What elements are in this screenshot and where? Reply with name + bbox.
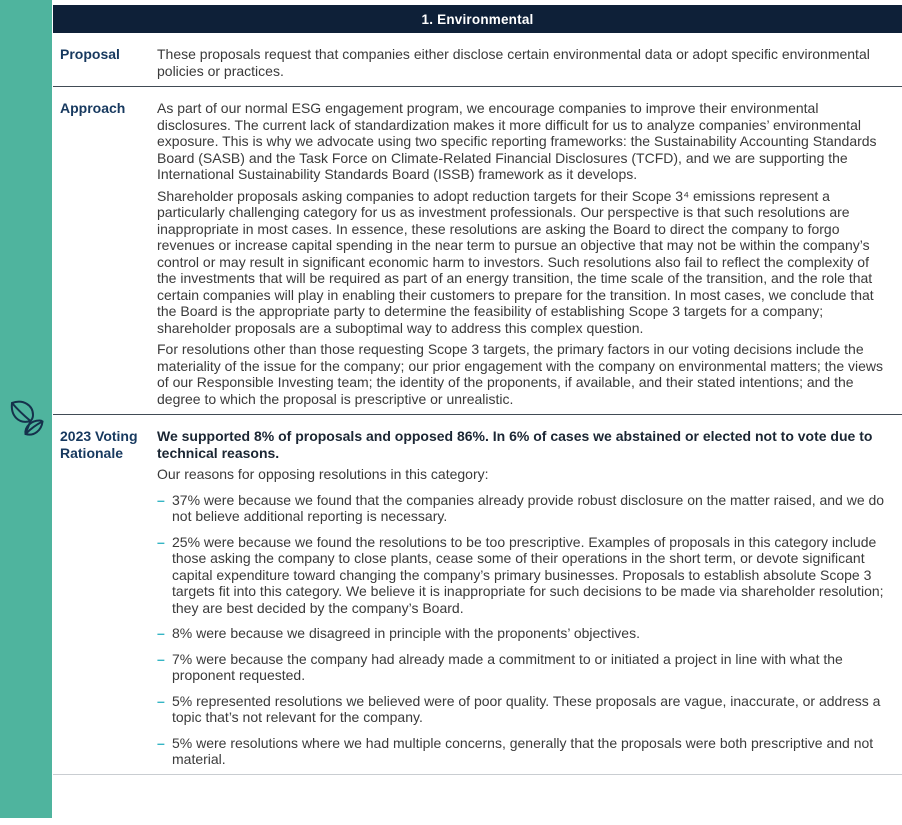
voting-summary-text: We supported 8% of proposals and opposed 86%. In 6% of cases we abstained or elected not to vote due to technical reasons.: [157, 428, 873, 461]
list-item: [157, 651, 892, 684]
list-item-text: 5% represented resolutions we believed were of poor quality. These proposals are vague, inaccurate, or address a topic that’s not relevant for the company.: [172, 692, 881, 725]
paragraph: For resolutions other than those requesting Scope 3 targets, the primary factors in our voting decisions include the materiality of the issue for the company; our prior engagement with the company on environmental matters; the views of our Responsible Investing team; the identity of the proponents, if available, and their stated intentions; and the degree to which the proposal is prescriptive or unrealistic.: [157, 341, 884, 407]
bullet-dash-icon: –: [157, 734, 165, 751]
reasons-list: [157, 492, 892, 768]
list-item: [157, 492, 892, 525]
table-row-voting-rationale: [53, 415, 902, 775]
paragraph: As part of our normal ESG engagement program, we encourage companies to improve their environmental disclosures. The current lack of standardization makes it more difficult for us to analyze companies’ environmental exposure. This is why we advocate using two specific reporting frameworks: the Sustainability Accounting Standards Board (SASB) and the Task Force on Climate-Related Financial Disclosures (TCFD), and we are supporting the International Sustainability Standards Board (ISSB) framework as it develops.: [157, 100, 877, 182]
row-body-approach: [157, 100, 892, 407]
table-header-title: 1. Environmental: [421, 11, 534, 27]
document-table: [53, 0, 902, 775]
table-header: [53, 5, 902, 33]
table-row-proposal: [53, 33, 902, 87]
leaf-icon: [4, 396, 48, 444]
list-item-text: 8% were because we disagreed in principle with the proponents’ objectives.: [172, 625, 640, 641]
bullet-dash-icon: –: [157, 533, 165, 550]
list-item-text: 5% were resolutions where we had multiple concerns, generally that the proposals were both prescriptive and not material.: [172, 734, 874, 767]
list-item-text: 37% were because we found that the companies already provide robust disclosure on the matter raised, and we do not believe additional reporting is necessary.: [172, 491, 885, 524]
list-item: [157, 534, 892, 617]
list-item-text: 25% were because we found the resolutions to be too prescriptive. Examples of proposals in this category include those asking the company to close plants, cease some of their operations in the short term, or devote significant capital expenditure toward changing the company’s primary businesses. Proposals to establish absolute Scope 3 targets fit into this category. We believe it is inappropriate for such decisions to be made via shareholder resolution; they are best decided by the company’s Board.: [172, 533, 884, 616]
bullet-dash-icon: –: [157, 491, 165, 508]
bullet-dash-icon: –: [157, 692, 165, 709]
table-row-approach: [53, 87, 902, 415]
bullet-dash-icon: –: [157, 625, 165, 641]
row-body-proposal: [157, 46, 892, 79]
list-item: [157, 625, 892, 642]
row-body-voting-rationale: [157, 428, 892, 768]
row-label-proposal: Proposal: [60, 46, 120, 62]
reasons-lead-text: Our reasons for opposing resolutions in this category:: [157, 466, 489, 482]
bullet-dash-icon: –: [157, 650, 165, 667]
list-item: [157, 693, 892, 726]
list-item-text: 7% were because the company had already made a commitment to or initiated a project in line with what the proponent requested.: [172, 650, 843, 683]
paragraph: These proposals request that companies either disclose certain environmental data or adopt specific environmental policies or practices.: [157, 46, 870, 79]
paragraph: Shareholder proposals asking companies to adopt reduction targets for their Scope 3⁴ emissions represent a particularly challenging category for us as investment professionals. Our perspective is that such resolutions are inappropriate in most cases. In essence, these resolutions are asking the Board to direct the company to forgo revenues or increase capital spending in the near term to pursue an objective that may not be within the company’s control or may result in significant economic harm to investors. Such resolutions also fail to reflect the complexity of the investments that will be required as part of an energy transition, the time scale of the transition, and the role that certain companies will play in enabling their customers to prepare for the transition. In most cases, we conclude that the Board is the appropriate party to determine the feasibility of establishing Scope 3 targets for a company; shareholder proposals are a suboptimal way to address this complex question.: [157, 187, 874, 336]
list-item: [157, 735, 892, 768]
sidebar-accent-bar: [0, 0, 52, 818]
row-label-approach: Approach: [60, 100, 126, 116]
row-label-voting-rationale: 2023 Voting Rationale: [60, 428, 138, 461]
